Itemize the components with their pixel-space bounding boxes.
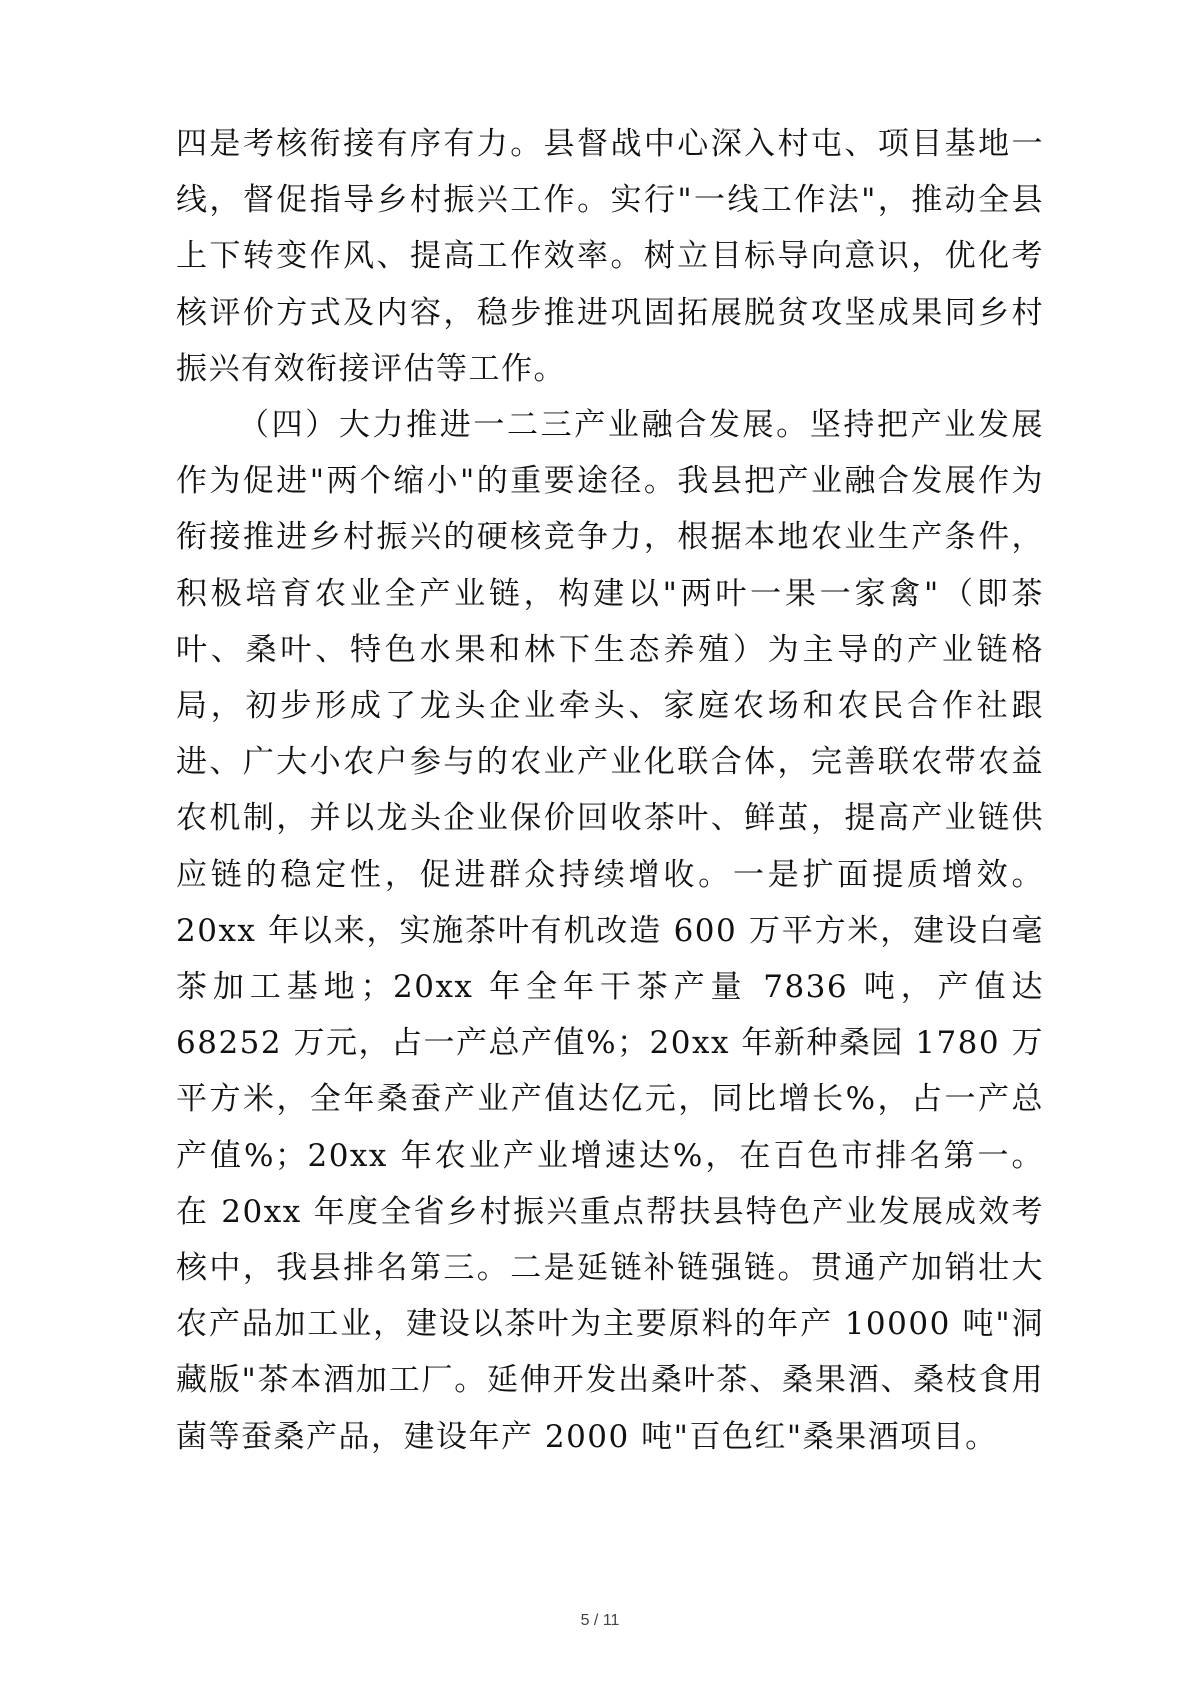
paragraph-industry-integration: （四）大力推进一二三产业融合发展。坚持把产业发展作为促进"两个缩小"的重要途径。我县把产业融合发展作为衔接推进乡村振兴的硬核竞争力，根据本地农业生产条件，积极培育农业全产业链，构建以"两叶一果一家禽"（即茶叶、桑叶、特色水果和林下生态养殖）为主导的产业链格局，初步形成了龙头企业牵头、家庭农场和农民合作社跟进、广大小农户参与的农业产业化联合体，完善联农带农益农机制，并以龙头企业保价回收茶叶、鲜茧，提高产业链供应链的稳定性，促进群众持续增收。一是扩面提质增效。20xx 年以来，实施茶叶有机改造 600 万平方米，建设白毫茶加工基地；20xx 年全年干茶产量 7836 吨，产值达 68252 万元，占一产总产值%；20xx 年新种桑园 1780 万平方米，全年桑蚕产业产值达亿元，同比增长%，占一产总产值%；20xx 年农业产业增速达%，在百色市排名第一。在 20xx 年度全省乡村振兴重点帮扶县特色产业发展成效考核中，我县排名第三。二是延链补链强链。贯通产加销壮大农产品加工业，建设以茶叶为主要原料的年产 10000 吨"洞藏版"茶本酒加工厂。延伸开发出桑叶茶、桑果酒、桑枝食用菌等蚕桑产品，建设年产 2000 吨"百色红"桑果酒项目。	[176, 407, 1044, 1455]
paragraph-assessment: 四是考核衔接有序有力。县督战中心深入村屯、项目基地一线，督促指导乡村振兴工作。实行"一线工作法"，推动全县上下转变作风、提高工作效率。树立目标导向意识，优化考核评价方式及内容，稳步推进巩固拓展脱贫攻坚成果同乡村振兴有效衔接评估等工作。	[176, 126, 1044, 387]
page-number: 5 / 11	[580, 1612, 620, 1629]
document-body	[176, 116, 1044, 1465]
